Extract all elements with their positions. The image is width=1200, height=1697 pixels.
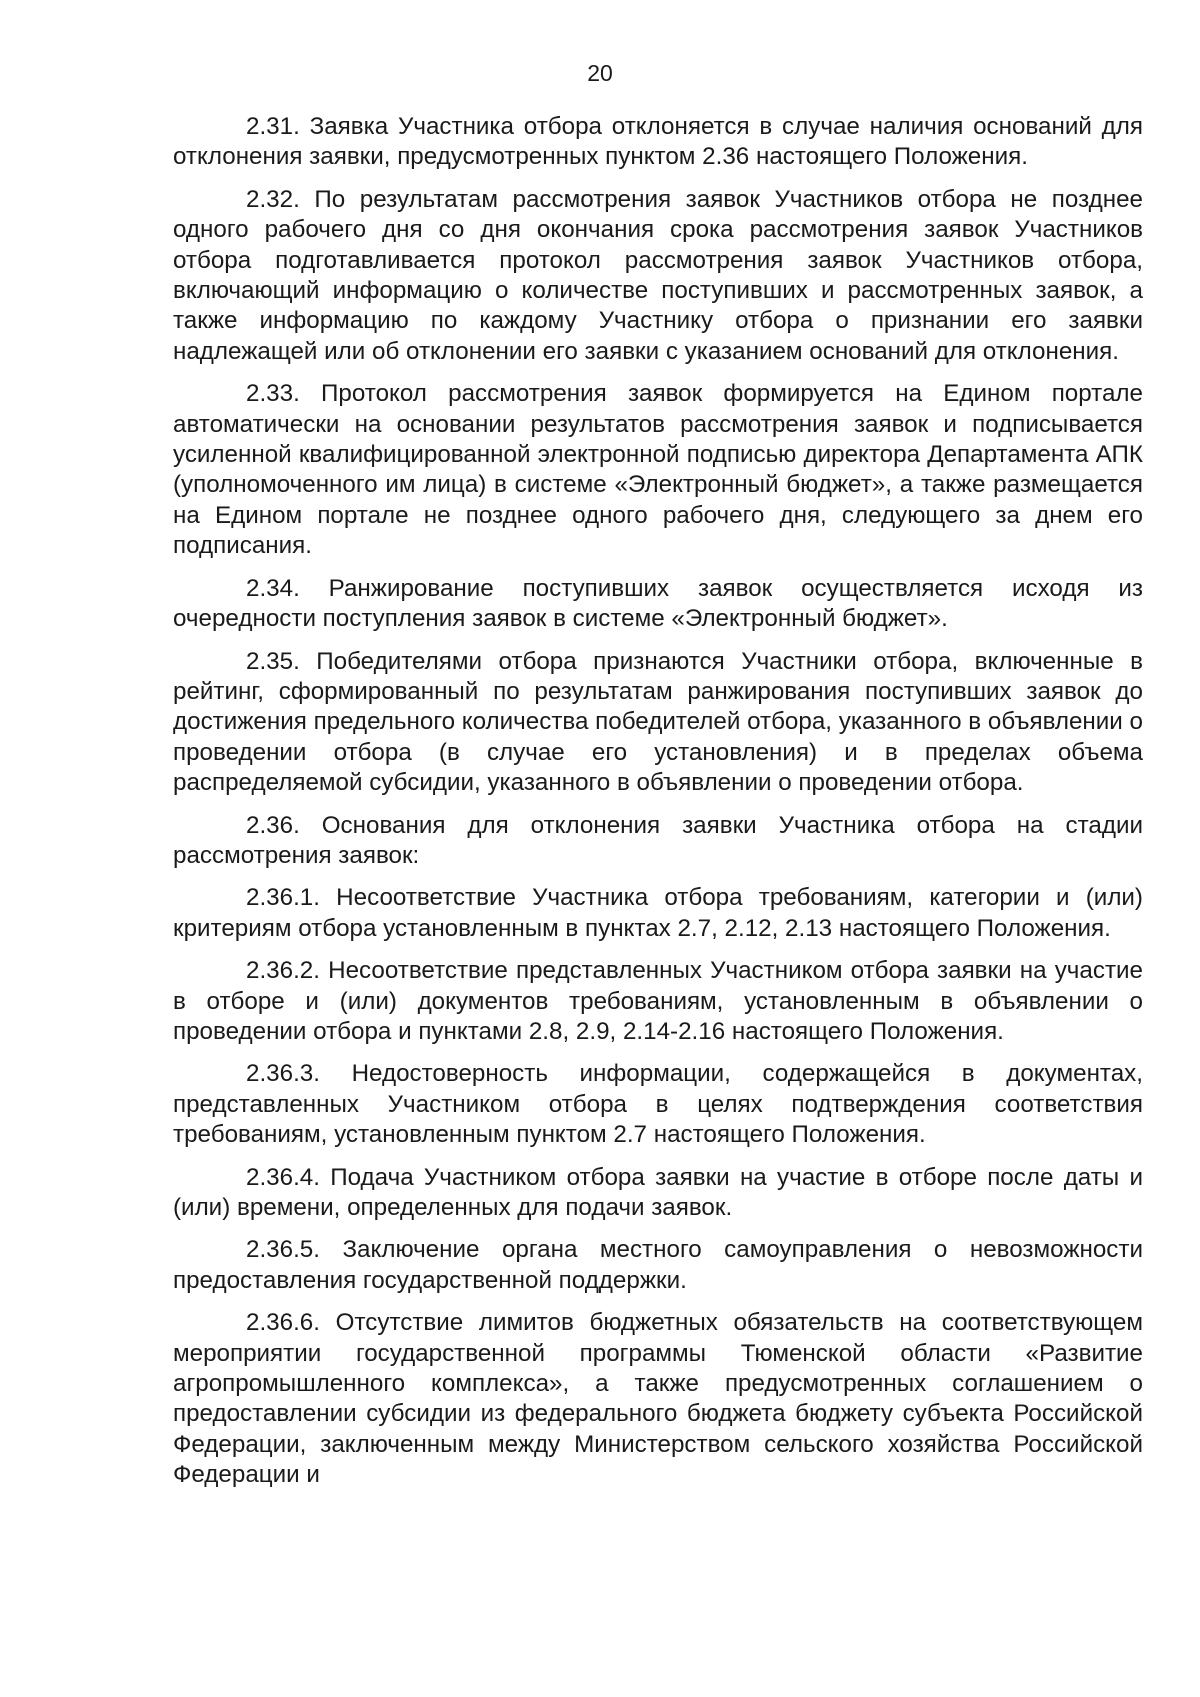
paragraph-2-34: 2.34. Ранжирование поступивших заявок осуществляется исходя из очередности поступления заявок в системе «Электронный бюджет». (173, 574, 1143, 633)
paragraph-2-36-4: 2.36.4. Подача Участником отбора заявки на участие в отборе после даты и (или) времени, определенных для подачи заявок. (173, 1163, 1143, 1221)
paragraph-2-36: 2.36. Основания для отклонения заявки Участника отбора на стадии рассмотрения заявок: (173, 811, 1143, 869)
page-number: 20 (587, 60, 613, 86)
paragraph-2-36-6: 2.36.6. Отсутствие лимитов бюджетных обязательств на соответствующем мероприятии государственной программы Тюменской области «Развитие агропромышленного комплекса», а также предусмотренных соглашением о предоставлении субсидии из федерального бюджета бюджету субъекта Российской Федерации, заключенным между Министерством сельского хозяйства Российской Федерации и (173, 1309, 1143, 1489)
paragraph-2-31: 2.31. Заявка Участника отбора отклоняется в случае наличия оснований для отклонения заявки, предусмотренных пунктом 2.36 настоящего Положения. (173, 113, 1143, 171)
paragraph-2-35: 2.35. Победителями отбора признаются Участники отбора, включенные в рейтинг, сформированный по результатам ранжирования поступивших заявок до достижения предельного количества победителей отбора, указанного в объявлении о проведении отбора (в случае его установления) и в пределах объема распределяемой субсидии, указанного в объявлении о проведении отбора. (173, 647, 1143, 797)
paragraph-2-33: 2.33. Протокол рассмотрения заявок формируется на Едином портале автоматически на основании результатов рассмотрения заявок и подписывается усиленной квалифицированной электронной подписью директора Департамента АПК (уполномоченного им лица) в системе «Электронный бюджет», а также размещается на Едином портале не позднее одного рабочего дня, следующего за днем его подписания. (173, 380, 1143, 560)
paragraph-2-36-2: 2.36.2. Несоответствие представленных Участником отбора заявки на участие в отборе и (или) документов требованиям, установленным в объявлении о проведении отбора и пунктами 2.8, 2.9, 2.14-2.16 настоящего Положения. (173, 957, 1143, 1045)
paragraph-2-36-5: 2.36.5. Заключение органа местного самоуправления о невозможности предоставления государственной поддержки. (173, 1236, 1143, 1294)
paragraph-2-36-1: 2.36.1. Несоответствие Участника отбора требованиям, категории и (или) критериям отбора установленным в пунктах 2.7, 2.12, 2.13 настоящего Положения. (173, 884, 1143, 942)
paragraph-2-32: 2.32. По результатам рассмотрения заявок Участников отбора не позднее одного рабочего дня со дня окончания срока рассмотрения заявок Участников отбора подготавливается протокол рассмотрения заявок Участников отбора, включающий информацию о количестве поступивших и рассмотренных заявок, а также информацию по каждому Участнику отбора о признании его заявки надлежащей или об отклонении его заявки с указанием оснований для отклонения. (173, 185, 1143, 365)
paragraph-2-36-3: 2.36.3. Недостоверность информации, содержащейся в документах, представленных Участником отбора в целях подтверждения соответствия требованиям, установленным пунктом 2.7 настоящего Положения. (173, 1060, 1143, 1149)
document-body (173, 112, 1143, 1503)
